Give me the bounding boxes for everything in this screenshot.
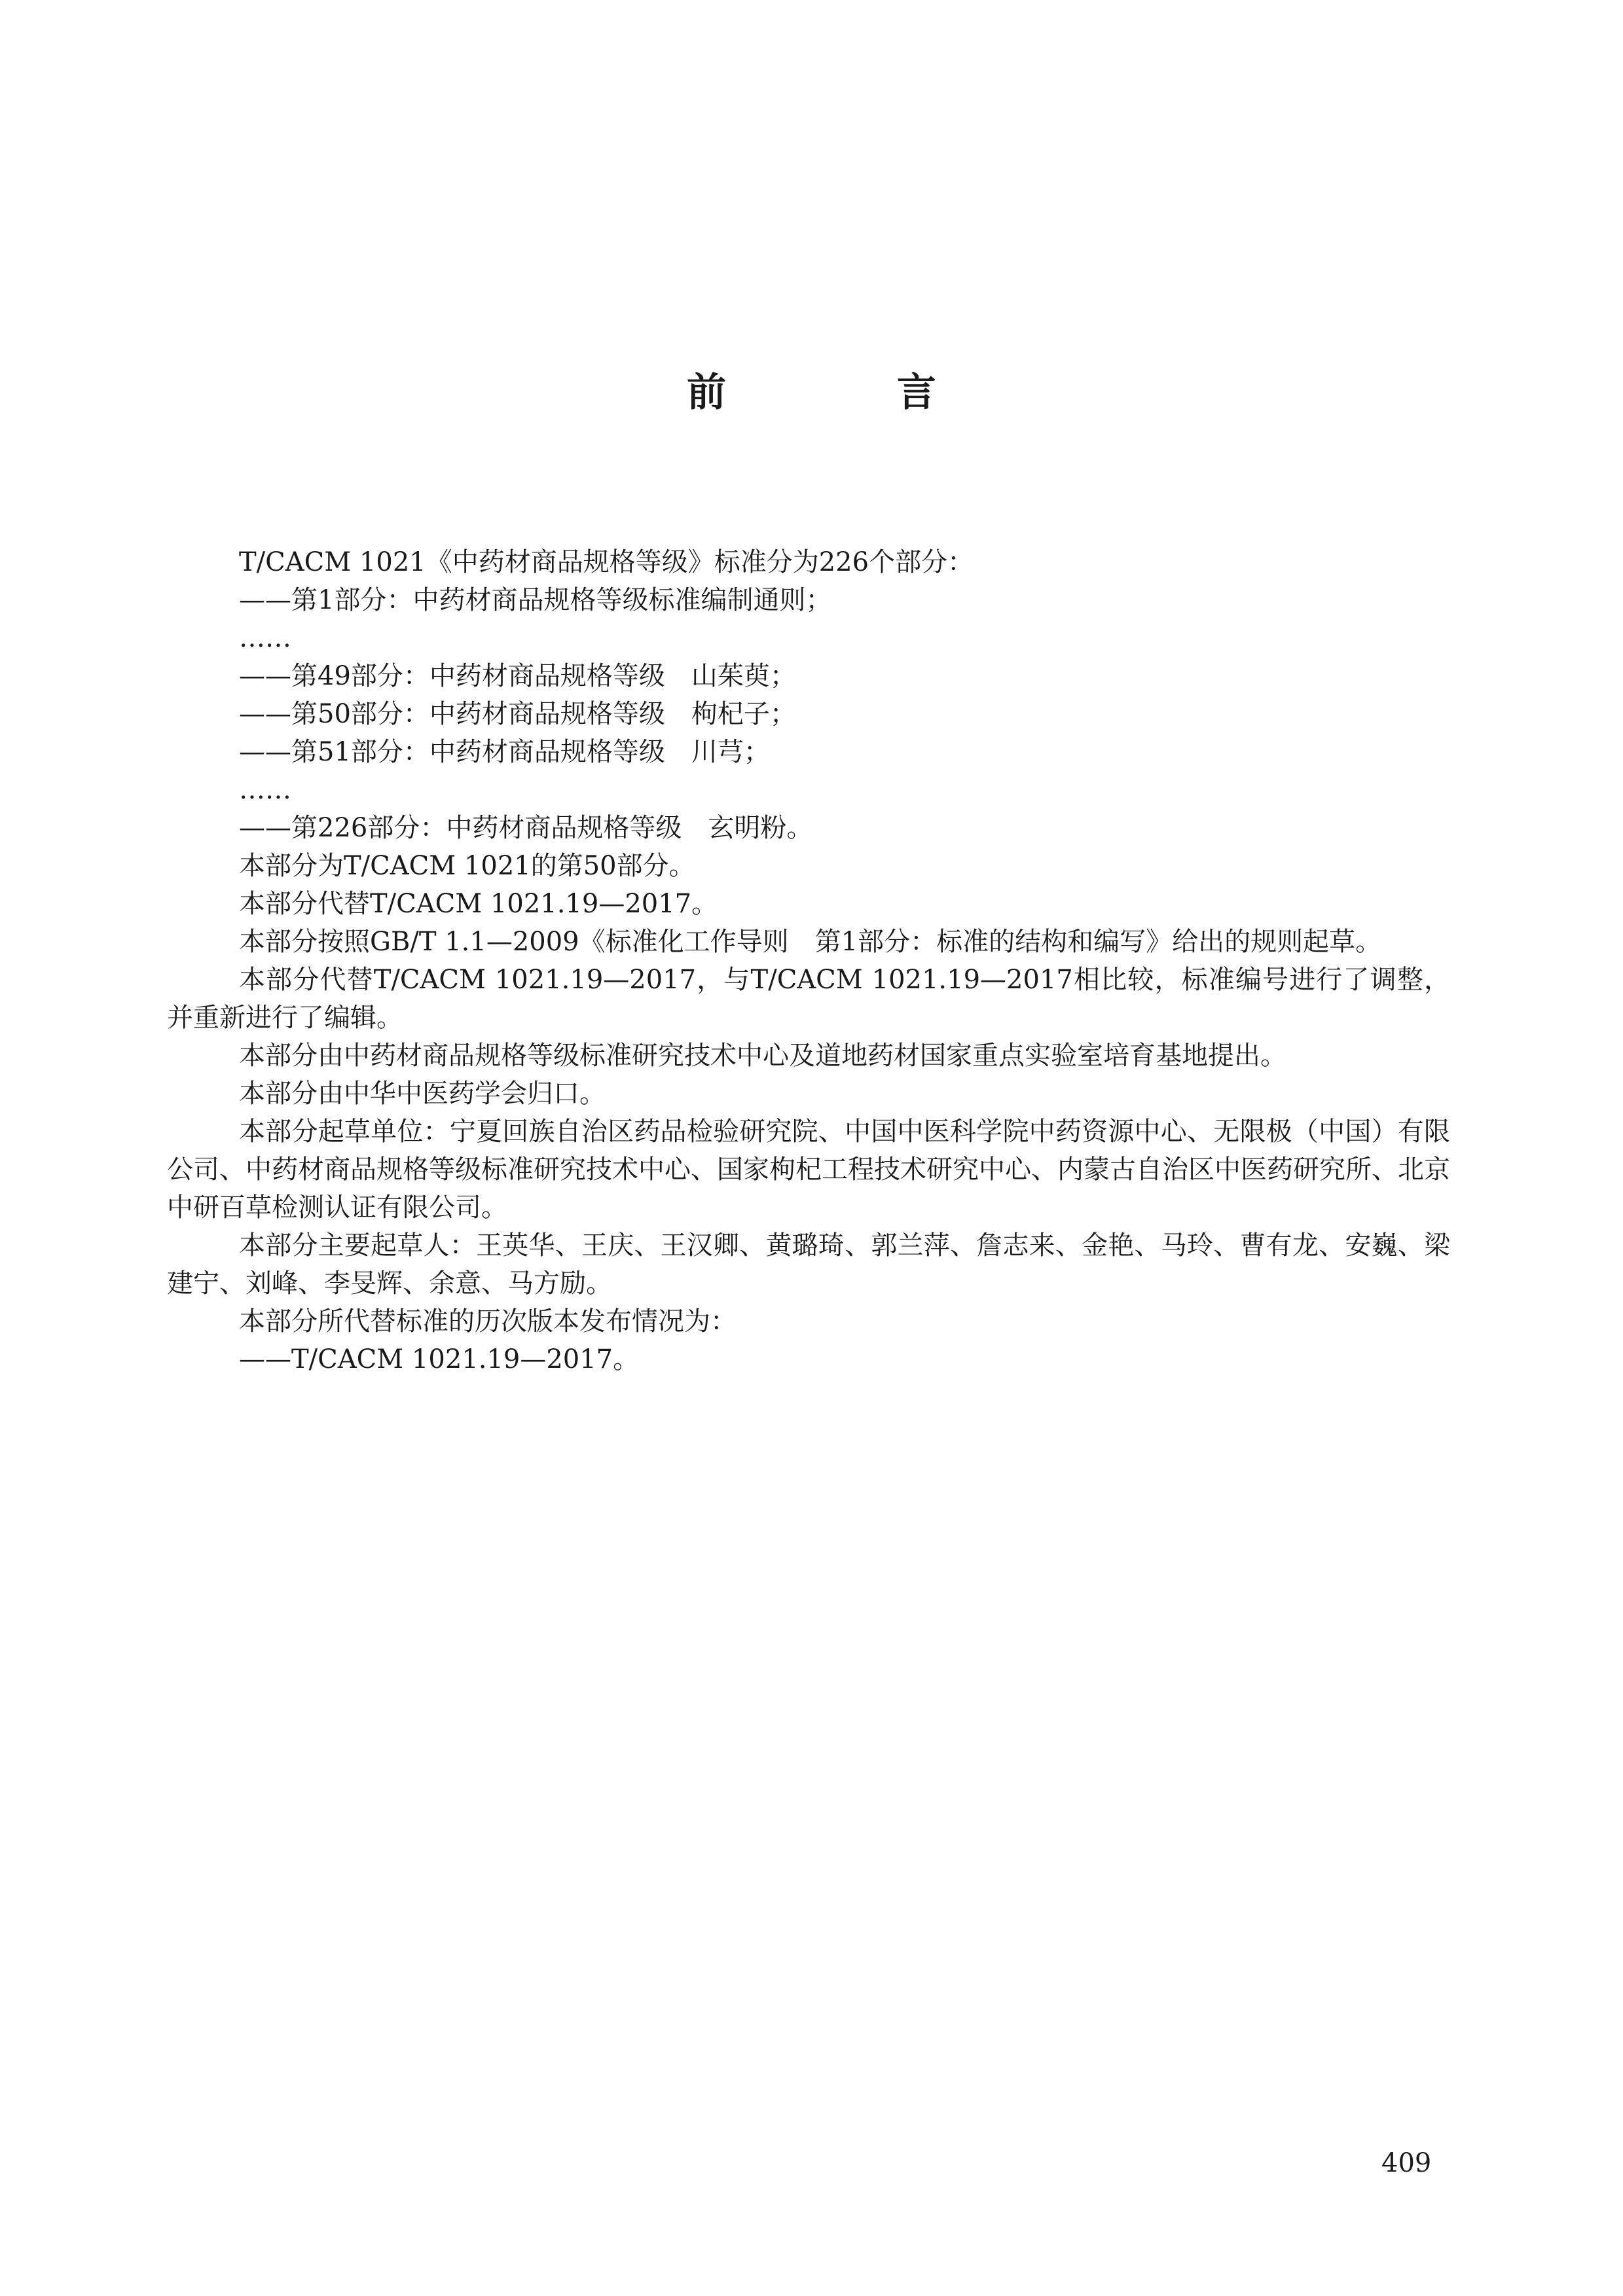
paragraph: 本部分由中药材商品规格等级标准研究技术中心及道地药材国家重点实验室培育基地提出。 (239, 1041, 1286, 1071)
paragraph: …… (239, 775, 291, 805)
paragraph: …… (239, 623, 291, 653)
paragraph: ——第1部分：中药材商品规格等级标准编制通则； (239, 585, 832, 615)
paragraph: 本部分所代替标准的历次版本发布情况为： (239, 1306, 737, 1336)
page-title: 前 言 (687, 370, 1015, 416)
paragraph: ——第51部分：中药材商品规格等级 川芎； (239, 737, 770, 767)
paragraph: 本部分起草单位：宁夏回族自治区药品检验研究院、中国中医科学院中药资源中心、无限极（中国）有限公司、中药材商品规格等级标准研究技术中心、国家枸杞工程技术研究中心、内蒙古自治区中医药研究所、北京中研百草检测认证有限公司。 (167, 1117, 1450, 1223)
paragraph: 本部分代替T/CACM 1021.19—2017，与T/CACM 1021.19—2017相比较，标准编号进行了调整，并重新进行了编辑。 (167, 965, 1450, 1033)
paragraph: 本部分按照GB/T 1.1—2009《标准化工作导则 第1部分：标准的结构和编写》给出的规则起草。 (239, 927, 1382, 957)
paragraph: T/CACM 1021《中药材商品规格等级》标准分为226个部分： (239, 547, 974, 577)
paragraph: ——T/CACM 1021.19—2017。 (239, 1344, 640, 1374)
foreword-body (167, 543, 1450, 1378)
paragraph: ——第226部分：中药材商品规格等级 玄明粉。 (239, 813, 813, 843)
page-number: 409 (1381, 2148, 1432, 2178)
paragraph: 本部分主要起草人：王英华、王庆、王汉卿、黄璐琦、郭兰萍、詹志来、金艳、马玲、曹有龙、安巍、梁建宁、刘峰、李旻辉、余意、马方励。 (167, 1230, 1450, 1299)
paragraph: 本部分代替T/CACM 1021.19—2017。 (239, 889, 718, 919)
paragraph: 本部分为T/CACM 1021的第50部分。 (239, 851, 695, 881)
paragraph: ——第50部分：中药材商品规格等级 枸杞子； (239, 699, 796, 729)
paragraph: 本部分由中华中医药学会归口。 (239, 1079, 606, 1109)
paragraph: ——第49部分：中药材商品规格等级 山茱萸； (239, 661, 796, 691)
